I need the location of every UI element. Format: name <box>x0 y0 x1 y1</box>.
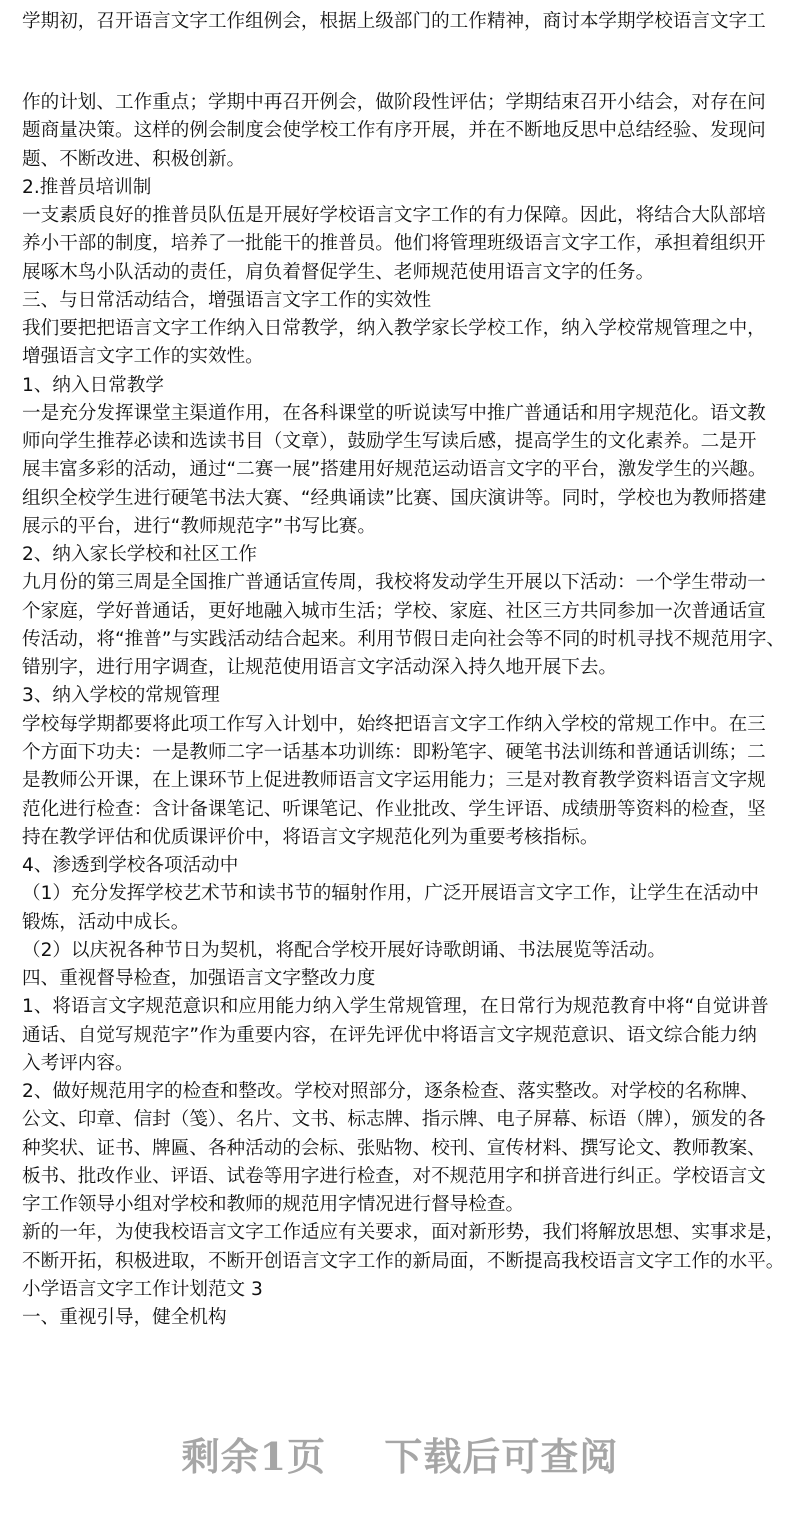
document-line: 四、重视督导检查，加强语言文字整改力度 <box>22 968 376 990</box>
document-line: 2.推普员培训制 <box>22 176 152 198</box>
download-prompt[interactable] <box>0 1426 800 1481</box>
document-line: 一是充分发挥课堂主渠道作用，在各科课堂的听说读写中推广普通话和用字规范化。语文教 <box>22 402 766 424</box>
document-line: 公文、印章、信封（笺）、名片、文书、标志牌、指示牌、电子屏幕、标语（牌），颁发的各 <box>22 1109 766 1131</box>
document-line: 九月份的第三周是全国推广普通话宣传周，我校将发动学生开展以下活动：一个学生带动一 <box>22 572 766 594</box>
document-line: （2）以庆祝各种节日为契机，将配合学校开展好诗歌朗诵、书法展览等活动。 <box>22 939 667 961</box>
document-line: 持在教学评估和优质课评价中，将语言文字规范化列为重要考核指标。 <box>22 826 599 848</box>
document-line: 展啄木鸟小队活动的责任，肩负着督促学生、老师规范使用语言文字的任务。 <box>22 261 655 283</box>
document-line: 错别字，进行用字调查，让规范使用语言文字活动深入持久地开展下去。 <box>22 657 618 679</box>
document-line: 1、纳入日常教学 <box>22 374 164 396</box>
document-line: 种奖状、证书、牌匾、各种活动的会标、张贴物、校刊、宣传材料、撰写论文、教师教案、 <box>22 1137 766 1159</box>
document-line: 个方面下功夫：一是教师二字一话基本功训练：即粉笔字、硬笔书法训练和普通话训练；二 <box>22 741 766 763</box>
document-line: 板书、批改作业、评语、试卷等用字进行检查，对不规范用字和拼音进行纠正。学校语言文 <box>22 1165 766 1187</box>
document-line: 师向学生推荐必读和选读书目（文章），鼓励学生写读后感，提高学生的文化素养。二是开 <box>22 431 757 453</box>
document-line: 1、将语言文字规范意识和应用能力纳入学生常规管理，在日常行为规范教育中将“自觉讲普 <box>22 996 769 1018</box>
document-line: 2、纳入家长学校和社区工作 <box>22 544 257 566</box>
document-line: 一支素质良好的推普员队伍是开展好学校语言文字工作的有力保障。因此，将结合大队部培 <box>22 205 766 227</box>
document-line: 锻炼，活动中成长。 <box>22 911 190 933</box>
document-line: 作的计划、工作重点；学期中再召开例会，做阶段性评估；学期结束召开小结会，对存在问 <box>22 92 766 113</box>
document-line: 小学语言文字工作计划范文 3 <box>22 1278 263 1300</box>
document-line: 3、纳入学校的常规管理 <box>22 685 220 707</box>
document-line: 题、不断改进、积极创新。 <box>22 148 246 170</box>
document-line: 题商量决策。这样的例会制度会使学校工作有序开展，并在不断地反思中总结经验、发现问 <box>22 120 766 142</box>
document-line: 字工作领导小组对学校和教师的规范用字情况进行督导检查。 <box>22 1194 525 1216</box>
document-line: 2、做好规范用字的检查和整改。学校对照部分，逐条检查、落实整改。对学校的名称牌、 <box>22 1081 759 1103</box>
document-line: 组织全校学生进行硬笔书法大赛、“经典诵读”比赛、国庆演讲等。同时，学校也为教师搭建 <box>22 487 767 509</box>
document-line: 新的一年，为使我校语言文字工作适应有关要求，面对新形势，我们将解放思想、实事求是， <box>22 1222 785 1244</box>
document-line: 学期初，召开语言文字工作组例会，根据上级部门的工作精神，商讨本学期学校语言文字工 <box>22 11 766 32</box>
document-line: 入考评内容。 <box>22 1052 134 1074</box>
document-line: 传活动，将“推普”与实践活动结合起来。利用节假日走向社会等不同的时机寻找不规范用字、 <box>22 628 786 650</box>
document-line: 通话、自觉写规范字”作为重要内容，在评先评优中将语言文字规范意识、语文综合能力纳 <box>22 1024 757 1046</box>
document-line: 个家庭，学好普通话，更好地融入城市生活；学校、家庭、社区三方共同参加一次普通话宣 <box>22 600 766 622</box>
document-line: 增强语言文字工作的实效性。 <box>22 346 264 368</box>
document-line: 不断开拓，积极进取，不断开创语言文字工作的新局面，不断提高我校语言文字工作的水平。 <box>22 1250 785 1272</box>
document-line: 我们要把把语言文字工作纳入日常教学，纳入教学家长学校工作，纳入学校常规管理之中， <box>22 318 766 340</box>
remaining-pages-label: 剩余1页 <box>181 1434 327 1479</box>
document-line: 养小干部的制度，培养了一批能干的推普员。他们将管理班级语言文字工作，承担着组织开 <box>22 233 766 255</box>
document-line: （1）充分发挥学校艺术节和读书节的辐射作用，广泛开展语言文字工作，让学生在活动中 <box>22 883 759 905</box>
document-line: 展丰富多彩的活动，通过“二赛一展”搭建用好规范运动语言文字的平台，激发学生的兴趣。 <box>22 459 767 481</box>
document-line: 一、重视引导，健全机构 <box>22 1307 227 1329</box>
download-to-read-label[interactable]: 下载后可查阅 <box>384 1434 619 1479</box>
document-line: 三、与日常活动结合，增强语言文字工作的实效性 <box>22 289 432 311</box>
document-line: 展示的平台，进行“教师规范字”书写比赛。 <box>22 515 376 537</box>
document-line: 学校每学期都要将此项工作写入计划中，始终把语言文字工作纳入学校的常规工作中。在三 <box>22 713 766 735</box>
document-line: 4、渗透到学校各项活动中 <box>22 855 239 877</box>
document-line: 是教师公开课，在上课环节上促进教师语言文字运用能力；三是对教育教学资料语言文字规 <box>22 770 766 792</box>
document-line: 范化进行检查：含计备课笔记、听课笔记、作业批改、学生评语、成绩册等资料的检查，坚 <box>22 798 766 820</box>
